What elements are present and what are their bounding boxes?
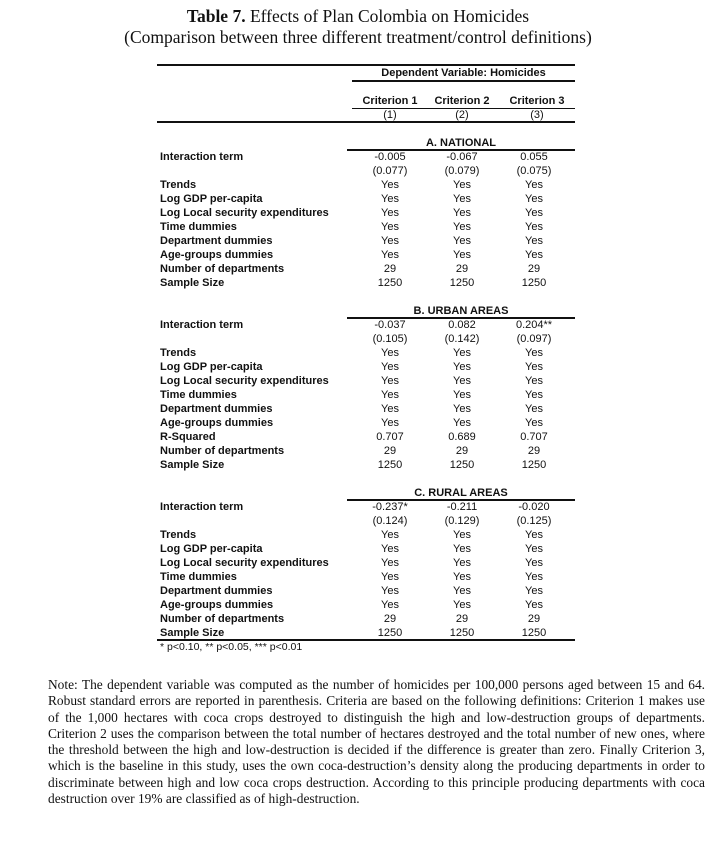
table-row [157,402,575,416]
table-row [157,360,575,374]
cell-se-1: (0.105) [372,333,408,345]
cell-coef-2: -0.211 [446,501,478,513]
row-label: Number of departments [160,613,285,625]
cell-value-3: Yes [525,235,543,247]
cell-value-1: Yes [381,221,399,233]
cell-value-2: Yes [453,389,471,401]
row-label: Interaction term [160,151,244,163]
header-bottom-rule [157,121,575,123]
cell-value-2: Yes [453,599,471,611]
cell-value-3: Yes [525,571,543,583]
cell-se-2: (0.079) [444,165,480,177]
cell-value-2: Yes [453,221,471,233]
cell-value-3: 1250 [521,459,547,471]
cell-value-3: Yes [525,417,543,429]
cell-value-3: 29 [527,445,541,457]
cell-coef-2: 0.082 [448,319,476,331]
cell-value-2: 1250 [449,459,475,471]
cell-value-2: Yes [453,585,471,597]
cell-value-3: Yes [525,599,543,611]
cell-value-2: 29 [455,263,469,275]
cell-value-1: Yes [381,361,399,373]
cell-value-3: Yes [525,193,543,205]
column-number-2: (2) [455,109,469,121]
cell-coef-1: -0.237* [372,501,408,513]
table-row-interaction [157,150,575,164]
cell-coef-1: -0.005 [374,151,406,163]
cell-value-1: Yes [381,193,399,205]
cell-value-2: Yes [453,417,471,429]
row-label: Interaction term [160,501,244,513]
column-number-3: (3) [530,109,544,121]
row-label: Number of departments [160,445,285,457]
table-row [157,262,575,276]
cell-coef-2: -0.067 [446,151,478,163]
cell-se-3: (0.075) [516,165,552,177]
cell-value-3: Yes [525,557,543,569]
panel-title: C. RURAL AREAS [414,487,508,499]
cell-value-1: Yes [381,375,399,387]
cell-value-2: Yes [453,529,471,541]
cell-value-2: Yes [453,193,471,205]
cell-value-3: Yes [525,361,543,373]
table-row [157,598,575,612]
cell-value-2: Yes [453,571,471,583]
row-label: Age-groups dummies [160,249,274,261]
table-row [157,192,575,206]
row-label: Sample Size [160,277,225,289]
cell-value-2: Yes [453,543,471,555]
cell-se-1: (0.124) [372,515,408,527]
table-row [157,612,575,626]
table-row [157,374,575,388]
table-row [157,584,575,598]
cell-value-1: Yes [381,403,399,415]
column-header-3: Criterion 3 [509,95,565,107]
row-label: Log Local security expenditures [160,375,329,387]
cell-value-3: Yes [525,221,543,233]
table-row [157,444,575,458]
cell-value-1: Yes [381,179,399,191]
cell-value-3: Yes [525,529,543,541]
cell-value-3: Yes [525,375,543,387]
cell-value-2: Yes [453,249,471,261]
column-header-2: Criterion 2 [434,95,490,107]
table-row [157,178,575,192]
cell-value-2: Yes [453,235,471,247]
table-row [157,626,575,640]
cell-value-2: 29 [455,445,469,457]
row-label: Sample Size [160,627,225,639]
cell-value-1: Yes [381,599,399,611]
table-row [157,206,575,220]
row-label: Interaction term [160,319,244,331]
row-label: Time dummies [160,389,237,401]
row-label: Trends [160,179,197,191]
cell-value-3: Yes [525,403,543,415]
cell-value-1: Yes [381,207,399,219]
row-label: Time dummies [160,571,237,583]
table-row [157,220,575,234]
cell-coef-3: 0.204** [515,319,553,331]
cell-value-2: Yes [453,557,471,569]
cell-value-1: 1250 [377,459,403,471]
row-label: Log GDP per-capita [160,193,263,205]
row-label: Log Local security expenditures [160,207,329,219]
cell-value-3: Yes [525,585,543,597]
row-label: Number of departments [160,263,285,275]
cell-value-1: 1250 [377,627,403,639]
row-label: Department dummies [160,585,273,597]
cell-value-3: 1250 [521,627,547,639]
row-label: Time dummies [160,221,237,233]
table-title-text: Effects of Plan Colombia on Homicides [245,6,530,26]
row-label: Trends [160,347,197,359]
table-row [157,528,575,542]
cell-value-3: Yes [525,249,543,261]
cell-value-3: Yes [525,543,543,555]
cell-value-1: 0.707 [376,431,404,443]
significance-note: * p<0.10, ** p<0.05, *** p<0.01 [160,641,303,653]
table-row-se [157,514,575,528]
cell-value-2: 0.689 [448,431,476,443]
cell-value-1: Yes [381,529,399,541]
cell-value-2: Yes [453,179,471,191]
cell-value-2: 29 [455,613,469,625]
cell-value-2: Yes [453,361,471,373]
row-label: Age-groups dummies [160,599,274,611]
cell-value-1: Yes [381,389,399,401]
cell-value-1: 29 [383,445,397,457]
row-label: Log GDP per-capita [160,361,263,373]
table-row-interaction [157,318,575,332]
cell-se-3: (0.097) [516,333,552,345]
row-label: Age-groups dummies [160,417,274,429]
cell-value-2: 1250 [449,627,475,639]
cell-value-1: Yes [381,347,399,359]
row-label: Log GDP per-capita [160,543,263,555]
cell-value-3: 0.707 [520,431,548,443]
cell-value-3: Yes [525,389,543,401]
table-row [157,234,575,248]
table-row [157,248,575,262]
cell-value-1: Yes [381,571,399,583]
cell-value-3: 1250 [521,277,547,289]
cell-coef-3: 0.055 [520,151,548,163]
row-label: Sample Size [160,459,225,471]
cell-value-1: Yes [381,557,399,569]
cell-value-1: 29 [383,263,397,275]
table-row [157,570,575,584]
table-row [157,458,575,472]
table-title-line [0,6,716,27]
cell-value-2: Yes [453,207,471,219]
table-note: Note: The dependent variable was computed as the number of homicides per 100,000 persons aged between 15 and 64. Robust standard errors are reported in parenthesis. Criteria are based on the following definitions: Criterion 1 makes use of the 1,000 hectares with coca crops destroyed to distinguish the high and low-destruction groups of departments. Criterion 2 uses the comparison between the total number of hectares destroyed and the total number of new ones, where the threshold between the high and low-destruction is decided if the difference is greater than zero. Finally Criterion 3, which is the baseline in this study, uses the own coca-destruction’s density along the producing departments in order to discriminate between high and low coca crops destruction. According to this principle producing departments with coca destruction over 19% are classified as of high-destruction. [48,677,705,807]
cell-value-1: 1250 [377,277,403,289]
cell-value-3: 29 [527,613,541,625]
dependent-variable-underline [352,80,575,82]
table-number: Table 7. [186,6,246,26]
cell-value-1: Yes [381,417,399,429]
cell-coef-3: -0.020 [518,501,550,513]
table-row [157,416,575,430]
panel-title: A. NATIONAL [425,137,497,149]
cell-value-1: Yes [381,543,399,555]
row-label: Trends [160,529,197,541]
cell-value-1: Yes [381,585,399,597]
row-label: Log Local security expenditures [160,557,329,569]
cell-value-1: 29 [383,613,397,625]
table-row [157,430,575,444]
table-subtitle: (Comparison between three different treatment/control definitions) [124,27,592,47]
cell-value-1: Yes [381,249,399,261]
table-row [157,542,575,556]
table-title [0,6,716,48]
table-row-se [157,332,575,346]
cell-value-2: Yes [453,375,471,387]
table-row [157,556,575,570]
cell-se-2: (0.142) [444,333,480,345]
cell-se-3: (0.125) [516,515,552,527]
cell-se-2: (0.129) [444,515,480,527]
table-row [157,346,575,360]
column-header-1: Criterion 1 [362,95,418,107]
dependent-variable-header: Dependent Variable: Homicides [381,67,546,79]
cell-value-2: Yes [453,347,471,359]
row-label: Department dummies [160,235,273,247]
cell-coef-1: -0.037 [374,319,406,331]
row-label: R-Squared [160,431,216,443]
cell-value-2: Yes [453,403,471,415]
cell-value-3: Yes [525,179,543,191]
cell-value-2: 1250 [449,277,475,289]
table-row-interaction [157,500,575,514]
panel-title: B. URBAN AREAS [413,305,509,317]
cell-value-3: 29 [527,263,541,275]
cell-value-1: Yes [381,235,399,247]
table-row-se [157,164,575,178]
column-number-1: (1) [383,109,397,121]
cell-se-1: (0.077) [372,165,408,177]
cell-value-3: Yes [525,347,543,359]
row-label: Department dummies [160,403,273,415]
cell-value-3: Yes [525,207,543,219]
table-row [157,276,575,290]
table-row [157,388,575,402]
